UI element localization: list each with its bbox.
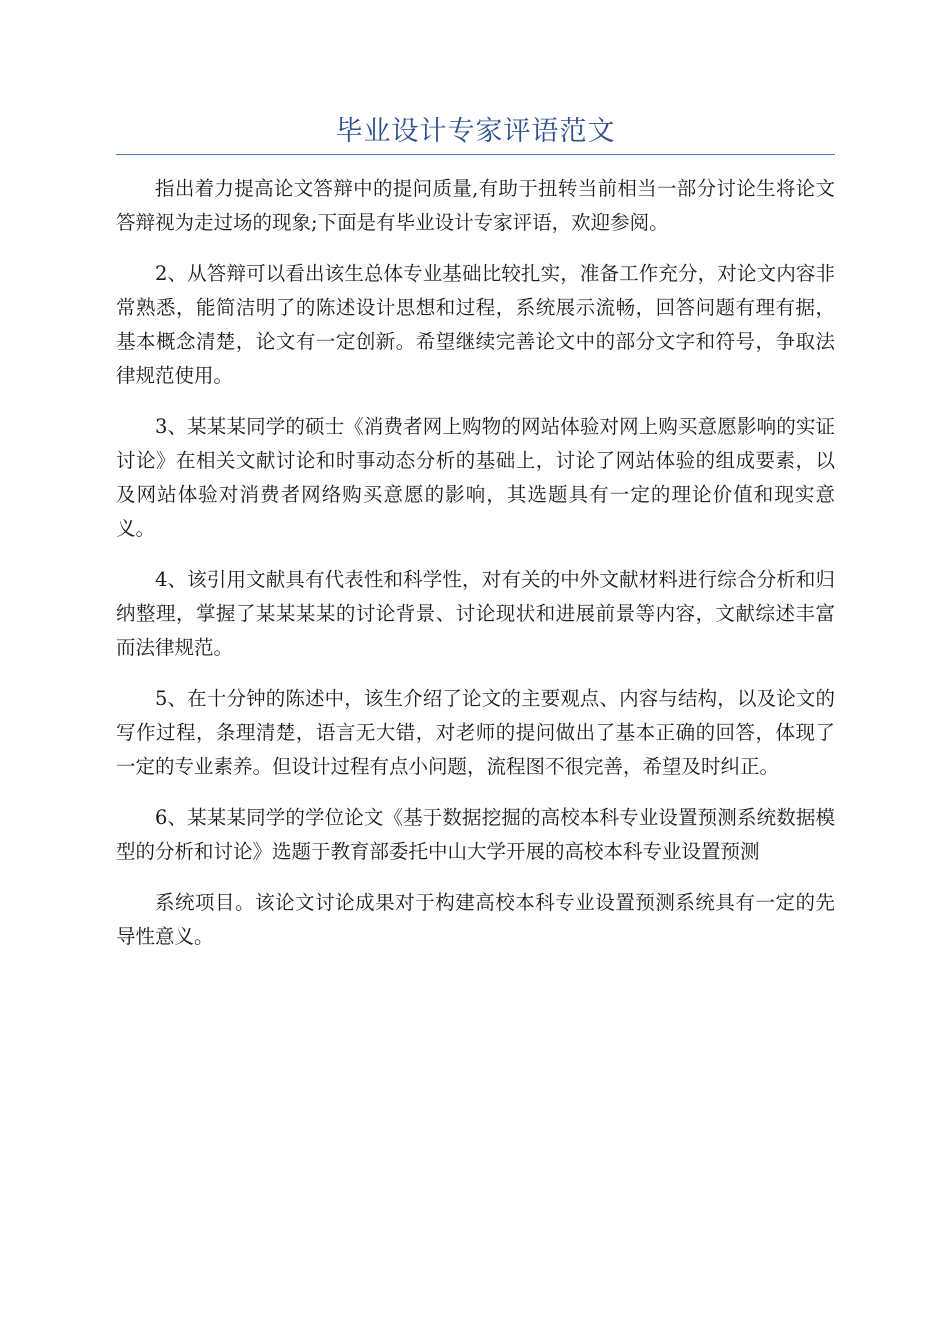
intro-paragraph: 指出着力提高论文答辩中的提问质量,有助于扭转当前相当一部分讨论生将论文答辩视为走过场的现象;下面是有毕业设计专家评语，欢迎参阅。 [116,177,835,234]
comment-paragraph-2: 2、从答辩可以看出该生总体专业基础比较扎实，准备工作充分，对论文内容非常熟悉，能简洁明了的陈述设计思想和过程，系统展示流畅，回答问题有理有据，基本概念清楚，论文有一定创新。希望继续完善论文中的部分文字和符号，争取法律规范使用。 [116,262,835,387]
comment-paragraph-6: 6、某某某同学的学位论文《基于数据挖掘的高校本科专业设置预测系统数据模型的分析和讨论》选题于教育部委托中山大学开展的高校本科专业设置预测 [116,806,835,863]
continuation-paragraph: 系统项目。该论文讨论成果对于构建高校本科专业设置预测系统具有一定的先导性意义。 [116,891,835,948]
title-underline [116,154,835,155]
comment-paragraph-5: 5、在十分钟的陈述中，该生介绍了论文的主要观点、内容与结构，以及论文的写作过程，条理清楚，语言无大错，对老师的提问做出了基本正确的回答，体现了一定的专业素养。但设计过程有点小问题，流程图不很完善，希望及时纠正。 [116,687,835,778]
comment-paragraph-4: 4、该引用文献具有代表性和科学性，对有关的中外文献材料进行综合分析和归纳整理，掌握了某某某某的讨论背景、讨论现状和进展前景等内容，文献综述丰富而法律规范。 [116,568,835,659]
document-title: 毕业设计专家评语范文 [335,116,616,147]
comment-paragraph-3: 3、某某某同学的硕士《消费者网上购物的网站体验对网上购买意愿影响的实证讨论》在相关文献讨论和时事动态分析的基础上，讨论了网站体验的组成要素，以及网站体验对消费者网络购买意愿的影响，其选题具有一定的理论价值和现实意义。 [116,415,835,540]
document-body [116,172,835,971]
